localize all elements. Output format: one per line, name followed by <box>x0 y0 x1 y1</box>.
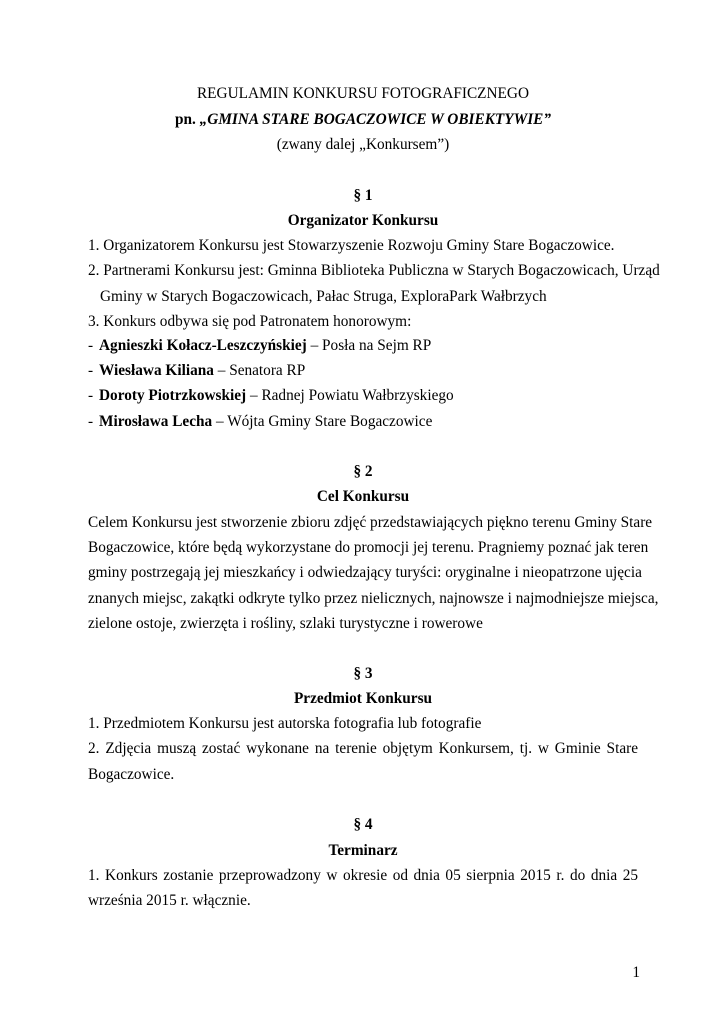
section-4-number: § 4 <box>353 816 373 833</box>
section-2-line: Celem Konkursu jest stworzenie zbioru zdjęć przedstawiających piękno terenu Gminy Stare <box>88 514 653 531</box>
section-2-line: zielone ostoje, zwierzęta i rośliny, szlaki turystyczne i rowerowe <box>88 615 483 632</box>
section-1-heading: Organizator Konkursu <box>287 212 439 229</box>
section-1-number: § 1 <box>353 187 373 204</box>
document-title: REGULAMIN KONKURSU FOTOGRAFICZNEGO <box>196 85 529 102</box>
section-4-paragraph-1b: września 2015 r. włącznie. <box>88 892 251 909</box>
contest-name: „GMINA STARE BOGACZOWICE W OBIEKTYWIE” <box>199 111 552 128</box>
list-dash: - <box>88 362 94 379</box>
page-number: 1 <box>632 964 640 981</box>
section-3-number: § 3 <box>353 665 373 682</box>
section-2-line: znanych miejsc, zakątki odkryte tylko przez nielicznych, najnowsze i najmodniejsze miejsca, <box>88 590 659 607</box>
list-dash: - <box>88 387 94 404</box>
patron-name: Agnieszki Kołacz-Leszczyńskiej <box>99 337 307 354</box>
patron-role: – Radnej Powiatu Wałbrzyskiego <box>246 387 454 404</box>
patron-role: – Posła na Sejm RP <box>306 337 432 354</box>
section-4-paragraph-1a: 1. Konkurs zostanie przeprowadzony w okresie od dnia 05 sierpnia 2015 r. do dnia 25 <box>88 867 638 884</box>
patron-role: – Wójta Gminy Stare Bogaczowice <box>212 413 433 430</box>
section-2-heading: Cel Konkursu <box>316 488 410 505</box>
patron-item <box>88 337 431 355</box>
section-1-paragraph-1: 1. Organizatorem Konkursu jest Stowarzyszenie Rozwoju Gminy Stare Bogaczowice. <box>88 237 615 254</box>
contest-name-line <box>88 111 638 129</box>
section-2-line: gminy postrzegają jej mieszkańcy i odwiedzający turyści: oryginalne i nieopatrzone ujęcia <box>88 564 642 581</box>
section-1-paragraph-2b: Gminy w Starych Bogaczowicach, Pałac Struga, ExploraPark Wałbrzych <box>100 288 547 305</box>
patron-name: Doroty Piotrzkowskiej <box>99 387 247 404</box>
section-3-paragraph-2b: Bogaczowice. <box>88 766 175 783</box>
section-3-heading: Przedmiot Konkursu <box>293 690 433 707</box>
section-3-paragraph-2a: 2. Zdjęcia muszą zostać wykonane na terenie objętym Konkursem, tj. w Gminie Stare <box>88 740 638 757</box>
list-dash: - <box>88 337 94 354</box>
patron-item <box>88 413 432 431</box>
document-subtitle: (zwany dalej „Konkursem”) <box>276 136 450 153</box>
patron-item <box>88 387 454 405</box>
patron-name: Wiesława Kiliana <box>99 362 214 379</box>
patron-role: – Senatora RP <box>213 362 306 379</box>
contest-name-prefix: pn. <box>174 111 200 128</box>
patron-item <box>88 362 305 380</box>
section-2-line: Bogaczowice, które będą wykorzystane do promocji jej terenu. Pragniemy poznać jak teren <box>88 539 649 556</box>
section-1-paragraph-2a: 2. Partnerami Konkursu jest: Gminna Biblioteka Publiczna w Starych Bogaczowicach, Urząd <box>88 262 660 279</box>
section-1-paragraph-3: 3. Konkurs odbywa się pod Patronatem honorowym: <box>88 313 412 330</box>
patron-name: Mirosława Lecha <box>99 413 213 430</box>
section-3-paragraph-1: 1. Przedmiotem Konkursu jest autorska fotografia lub fotografie <box>88 715 482 732</box>
list-dash: - <box>88 413 94 430</box>
section-4-heading: Terminarz <box>328 842 398 859</box>
section-2-number: § 2 <box>353 463 373 480</box>
